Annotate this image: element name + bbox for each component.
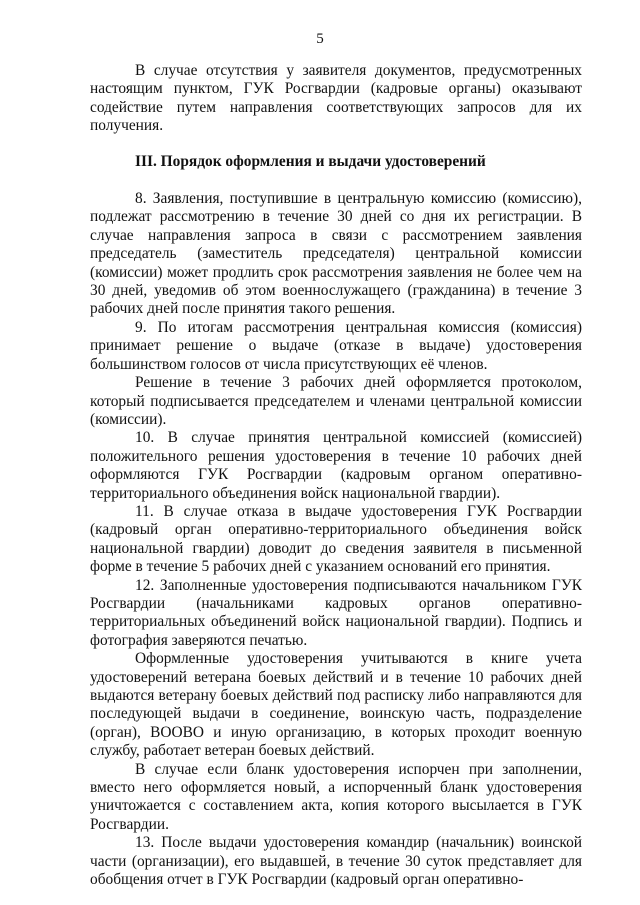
page-number: 5 <box>316 31 324 47</box>
paragraph: В случае если бланк удостоверения испорчен при заполнении, вместо него оформляется новый, а испорченный бланк удостоверения уничтожается с составлением акта, копия которого высылается в ГУК Росгвардии. <box>90 760 582 833</box>
paragraph: Оформленные удостоверения учитываются в книге учета удостоверений ветерана боевых действий и в течение 10 рабочих дней выдаются ветерану боевых действий под расписку либо направляются для последующей выдачи в соединение, воинскую часть, подразделение (орган), ВООВО и иную организацию, в которых проходит военную службу, работает ветеран боевых действий. <box>90 650 582 760</box>
paragraph: 9. По итогам рассмотрения центральная комиссия (комиссия) принимает решение о выдаче (отказе в выдаче) удостоверения большинством голосов от числа присутствующих её членов. <box>90 318 582 373</box>
section-heading: III. Порядок оформления и выдачи удостоверений <box>135 152 486 170</box>
paragraph: В случае отсутствия у заявителя документов, предусмотренных настоящим пунктом, ГУК Росгвардии (кадровые органы) оказывают содействие путем направления соответствующих запросов для их получения. <box>90 62 582 135</box>
document-body <box>90 62 582 889</box>
paragraph: 10. В случае принятия центральной комиссией (комиссией) положительного решения удостоверения в течение 10 рабочих дней оформляются ГУК Росгвардии (кадровым органом оперативно-территориального объединения войск национальной гвардии). <box>90 429 582 502</box>
paragraph: 13. После выдачи удостоверения командир (начальник) воинской части (организации), его выдавшей, в течение 30 суток представляет для обобщения отчет в ГУК Росгвардии (кадровый орган оперативно- <box>90 834 582 889</box>
paragraph: 11. В случае отказа в выдаче удостоверения ГУК Росгвардии (кадровый орган оперативно-территориального объединения войск национальной гвардии) доводит до сведения заявителя в письменной форме в течение 5 рабочих дней с указанием оснований его принятия. <box>90 502 582 576</box>
paragraph: 8. Заявления, поступившие в центральную комиссию (комиссию), подлежат рассмотрению в течение 30 дней со дня их регистрации. В случае направления запроса в связи с рассмотрением заявления председатель (заместитель председателя) центральной комиссии (комиссии) может продлить срок рассмотрения заявления не более чем на 30 дней, уведомив об этом военнослужащего (гражданина) в течение 3 рабочих дней после принятия такого решения. <box>90 190 582 318</box>
paragraph: Решение в течение 3 рабочих дней оформляется протоколом, который подписывается председателем и членами центральной комиссии (комиссии). <box>90 374 582 428</box>
paragraph: 12. Заполненные удостоверения подписываются начальником ГУК Росгвардии (начальниками кадровых органов оперативно-территориальных объединений войск национальной гвардии). Подпись и фотография заверяются печатью. <box>90 576 582 649</box>
